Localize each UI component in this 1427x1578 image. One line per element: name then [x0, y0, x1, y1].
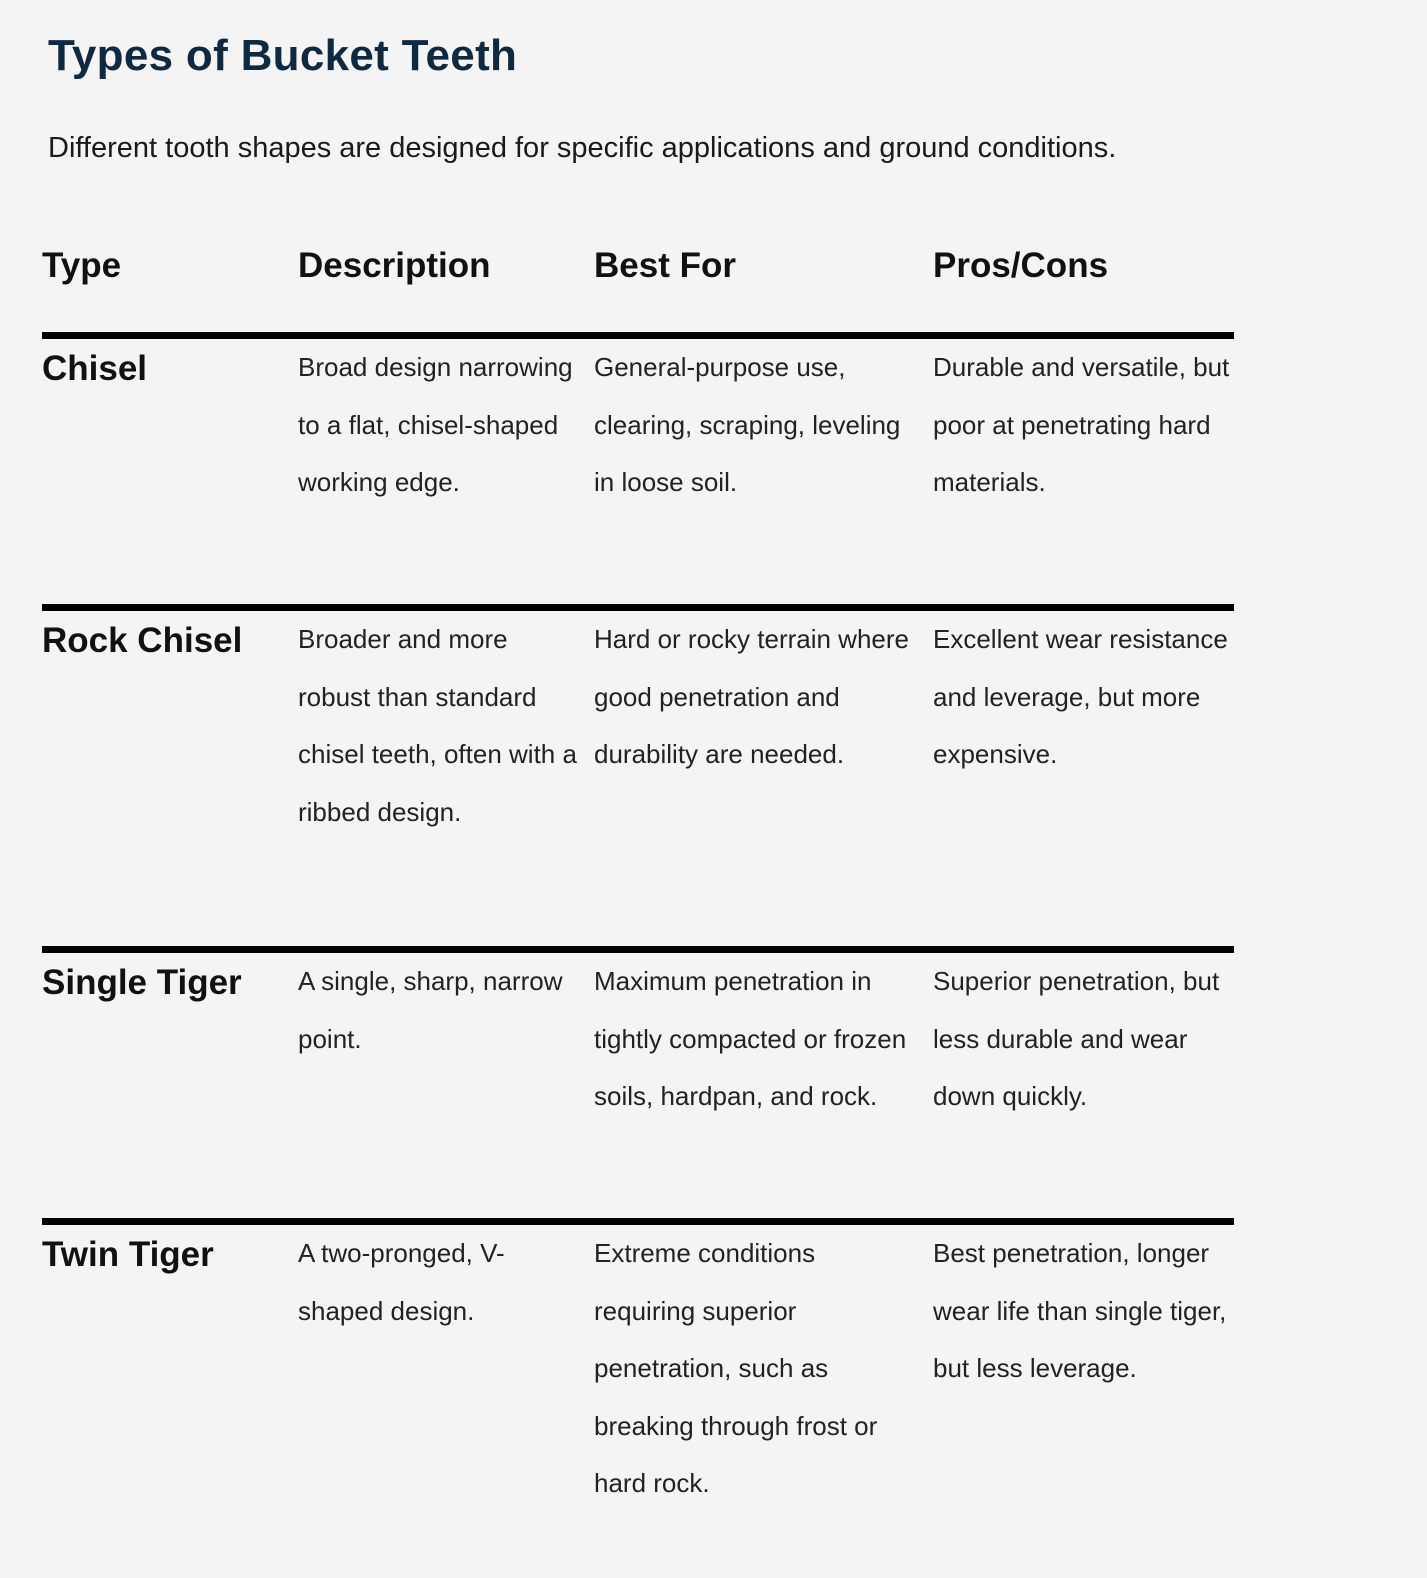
cell-type: Twin Tiger: [42, 1235, 214, 1274]
table-row-twin-tiger: [42, 1225, 1234, 1545]
cell-type: Rock Chisel: [42, 621, 243, 660]
cell-type: Chisel: [42, 349, 148, 388]
page-title: Types of Bucket Teeth: [48, 31, 518, 80]
cell-best-for: General-purpose use, clearing, scraping, leveling in loose soil.: [594, 352, 901, 497]
table-row-single-tiger: [42, 953, 1234, 1225]
table-row-chisel: [42, 339, 1234, 611]
cell-description: A single, sharp, narrow point.: [298, 966, 563, 1054]
cell-best-for: Maximum penetration in tightly compacted or frozen soils, hardpan, and rock.: [594, 966, 907, 1111]
cell-best-for: Hard or rocky terrain where good penetration and durability are needed.: [594, 624, 909, 769]
bucket-teeth-table: [42, 236, 1234, 1545]
cell-pros-cons: Excellent wear resistance and leverage, but more expensive.: [933, 624, 1228, 769]
cell-best-for: Extreme conditions requiring superior penetration, such as breaking through frost or hard rock.: [594, 1238, 878, 1498]
cell-type: Single Tiger: [42, 963, 242, 1002]
table-header: [42, 236, 1234, 339]
cell-pros-cons: Superior penetration, but less durable and wear down quickly.: [933, 966, 1220, 1111]
cell-description: A two-pronged, V-shaped design.: [298, 1238, 505, 1326]
cell-description: Broader and more robust than standard chisel teeth, often with a ribbed design.: [298, 624, 577, 827]
header-description: Description: [298, 246, 491, 285]
cell-pros-cons: Durable and versatile, but poor at penetrating hard materials.: [933, 352, 1230, 497]
intro-text: Different tooth shapes are designed for specific applications and ground conditions.: [48, 132, 1117, 164]
table-row-rock-chisel: [42, 611, 1234, 953]
header-type: Type: [42, 246, 122, 285]
header-pros-cons: Pros/Cons: [933, 246, 1109, 285]
cell-description: Broad design narrowing to a flat, chisel-shaped working edge.: [298, 352, 573, 497]
header-best-for: Best For: [594, 246, 736, 285]
cell-pros-cons: Best penetration, longer wear life than single tiger, but less leverage.: [933, 1238, 1227, 1383]
